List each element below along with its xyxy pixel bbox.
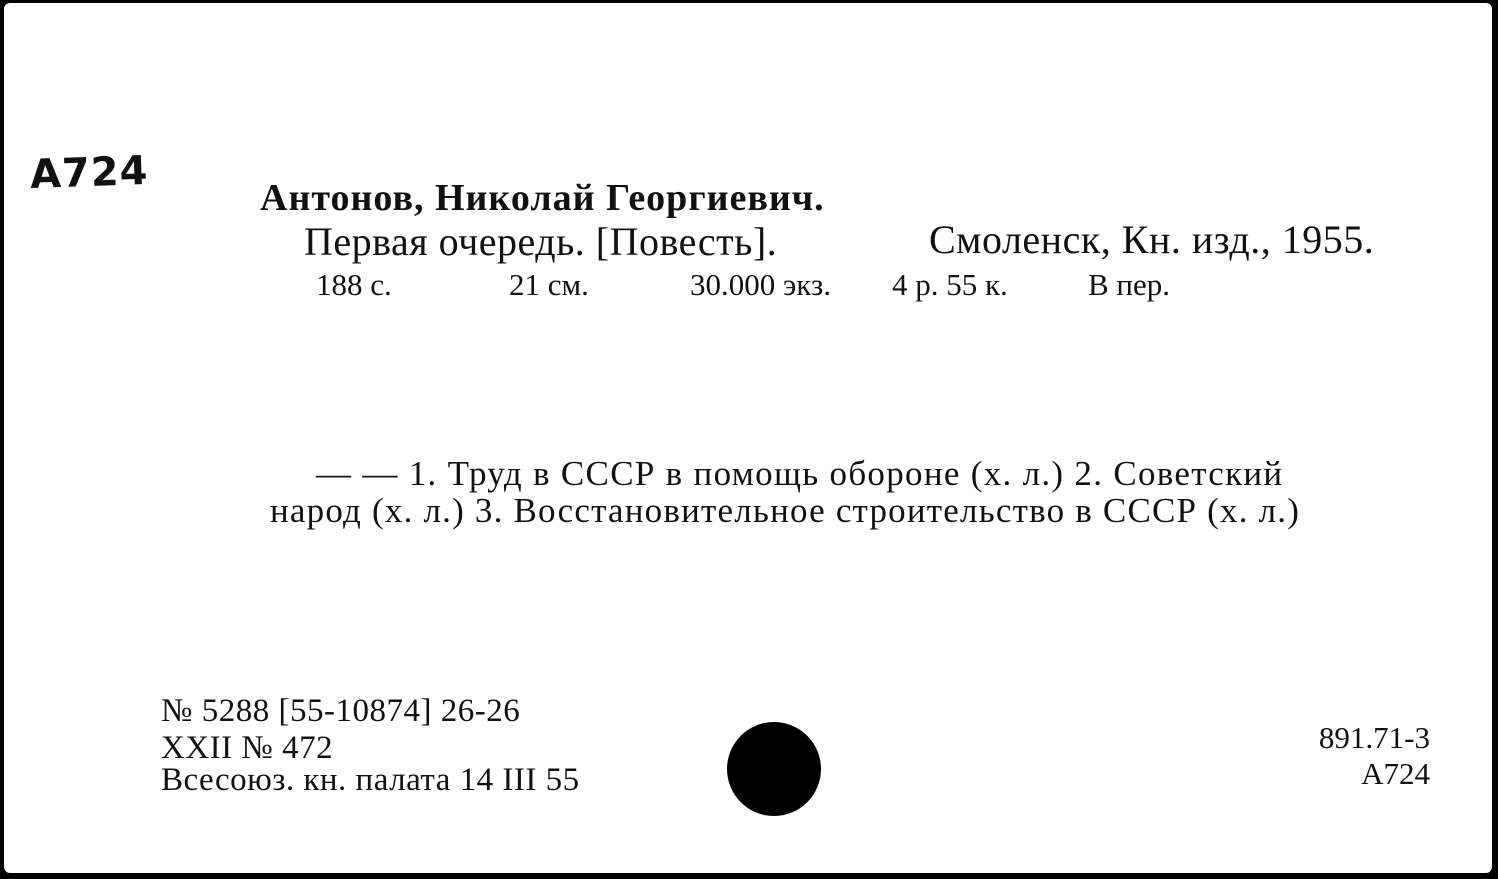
subject-headings-line-1: — — 1. Труд в СССР в помощь обороне (х. л.) 2. Советский (316, 454, 1284, 493)
punch-hole (727, 722, 821, 816)
book-title: Первая очередь. [Повесть]. (304, 219, 778, 264)
classification-code: 891.71-3 (1318, 720, 1430, 755)
catalog-card (4, 3, 1492, 873)
author-heading: Антонов, Николай Георгиевич. (260, 177, 825, 219)
book-size: 21 см. (509, 267, 589, 302)
series-number: XXII № 472 (161, 730, 334, 766)
price: 4 р. 55 к. (892, 267, 1008, 302)
chamber-stamp: Всесоюз. кн. палата 14 III 55 (161, 762, 580, 798)
print-run: 30.000 экз. (690, 267, 831, 302)
shelf-mark: A724 (1361, 756, 1430, 791)
page-count: 188 с. (316, 267, 392, 302)
subject-headings-line-2: народ (х. л.) 3. Восстановительное строительство в СССР (х. л.) (270, 491, 1301, 530)
imprint: Смоленск, Кн. изд., 1955. (929, 217, 1375, 262)
binding: В пер. (1088, 267, 1171, 302)
registration-number: № 5288 [55-10874] 26-26 (161, 693, 521, 729)
handwritten-call-number: A724 (29, 147, 150, 199)
